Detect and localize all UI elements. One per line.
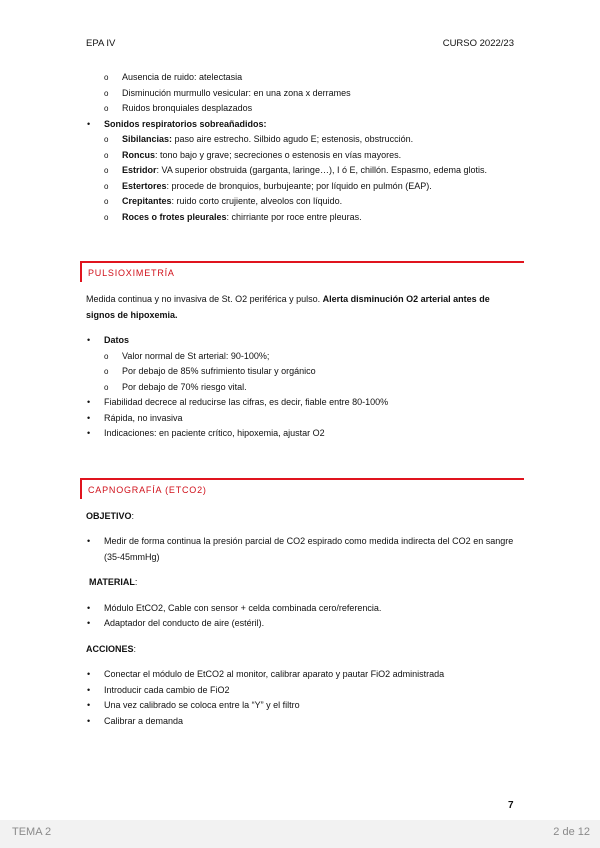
circle-bullet-icon: o [104, 367, 109, 376]
list-item: • Datos [86, 333, 516, 349]
disc-bullet-icon: • [87, 536, 91, 546]
circle-bullet-icon: o [104, 197, 109, 206]
pulsi-list [86, 333, 516, 442]
circle-bullet-icon: o [104, 166, 109, 175]
objetivo-heading: OBJETIVO: [86, 510, 135, 521]
list-item: o Disminución murmullo vesicular: en una zona x derrames [86, 86, 516, 102]
circle-bullet-icon: o [104, 135, 109, 144]
disc-bullet-icon: • [87, 669, 91, 679]
circle-bullet-icon: o [104, 351, 109, 361]
circle-bullet-icon: o [104, 88, 109, 98]
list-item: o Ausencia de ruido: atelectasia [86, 70, 516, 86]
added-sounds-title: Sonidos respiratorios sobreañadidos: [104, 118, 267, 129]
circle-bullet-icon: o [104, 181, 109, 191]
list-item: o Estridor: VA superior obstruida (garganta, laringe…), I ó E, chillón. Espasmo, edema glotis. [86, 163, 516, 179]
list-item: • Calibrar a demanda [86, 714, 516, 730]
circle-bullet-icon: o [104, 104, 109, 113]
list-item: • Medir de forma continua la presión parcial de CO2 espirado como medida indirecta del CO2 en sangre (35-45mmHg) [87, 536, 514, 562]
pulsi-intro: Medida continua y no invasiva de St. O2 periférica y pulso. Alerta disminución O2 arterial antes de signos de hipoxemia. [86, 294, 490, 320]
section-heading-pulsioximetria: PULSIOXIMETRÍA [80, 261, 524, 282]
list-item: • Conectar el módulo de EtCO2 al monitor, calibrar aparato y pautar FiO2 administrada [86, 667, 516, 683]
auscultation-list [86, 70, 516, 117]
footer-page-indicator: 2 de 12 [553, 826, 590, 838]
list-item: • Introducir cada cambio de FiO2 [86, 683, 516, 699]
added-sounds-list [86, 117, 516, 226]
page-content [86, 70, 516, 729]
header-course: CURSO 2022/23 [442, 38, 514, 49]
footer-document-name: TEMA 2 [12, 826, 52, 838]
material-list [86, 601, 516, 632]
acciones-list [86, 667, 516, 729]
list-item: o Por debajo de 70% riesgo vital. [86, 380, 516, 396]
page-number: 7 [508, 800, 514, 811]
disc-bullet-icon: • [87, 684, 91, 695]
list-item: • Una vez calibrado se coloca entre la “Y” y el filtro [86, 698, 516, 714]
list-item: o Valor normal de St arterial: 90-100%; [86, 349, 516, 365]
circle-bullet-icon: o [104, 73, 109, 82]
section-heading-capnografia: CAPNOGRAFÍA (ETCO2) [80, 478, 524, 499]
disc-bullet-icon: • [87, 397, 91, 407]
list-item: o Sibilancias: paso aire estrecho. Silbido agudo E; estenosis, obstrucción. [86, 132, 516, 148]
disc-bullet-icon: • [87, 618, 91, 628]
objetivo-list [86, 534, 516, 565]
disc-bullet-icon: • [87, 700, 91, 710]
list-item: o Ruidos bronquiales desplazados [86, 101, 516, 117]
disc-bullet-icon: • [87, 335, 91, 345]
list-item: • Fiabilidad decrece al reducirse las cifras, es decir, fiable entre 80-100% [86, 395, 516, 411]
list-item: o Roncus: tono bajo y grave; secreciones o estenosis en vías mayores. [86, 148, 516, 164]
acciones-heading: ACCIONES: [86, 643, 137, 654]
material-heading: MATERIAL: [89, 577, 138, 587]
disc-bullet-icon: • [87, 715, 91, 726]
list-item: o Estertores: procede de bronquios, burbujeante; por líquido en pulmón (EAP). [86, 179, 516, 195]
circle-bullet-icon: o [104, 150, 109, 160]
list-item: • Indicaciones: en paciente crítico, hipoxemia, ajustar O2 [86, 426, 516, 442]
circle-bullet-icon: o [104, 212, 109, 222]
disc-bullet-icon: • [87, 602, 91, 613]
circle-bullet-icon: o [104, 382, 109, 392]
list-item [86, 117, 516, 133]
list-item: • Adaptador del conducto de aire (estéril). [86, 616, 516, 632]
disc-bullet-icon: • [87, 412, 91, 423]
list-item: • Módulo EtCO2, Cable con sensor + celda combinada cero/referencia. [86, 601, 516, 617]
list-item: o Roces o frotes pleurales: chirriante por roce entre pleuras. [86, 210, 516, 226]
viewer-footer [0, 820, 600, 848]
list-item: o Crepitantes: ruido corto crujiente, alveolos con líquido. [86, 194, 516, 210]
disc-bullet-icon: • [87, 118, 91, 129]
header-subject: EPA IV [86, 38, 116, 49]
list-item: • Rápida, no invasiva [86, 411, 516, 427]
disc-bullet-icon: • [87, 428, 91, 438]
list-item: o Por debajo de 85% sufrimiento tisular y orgánico [86, 364, 516, 380]
